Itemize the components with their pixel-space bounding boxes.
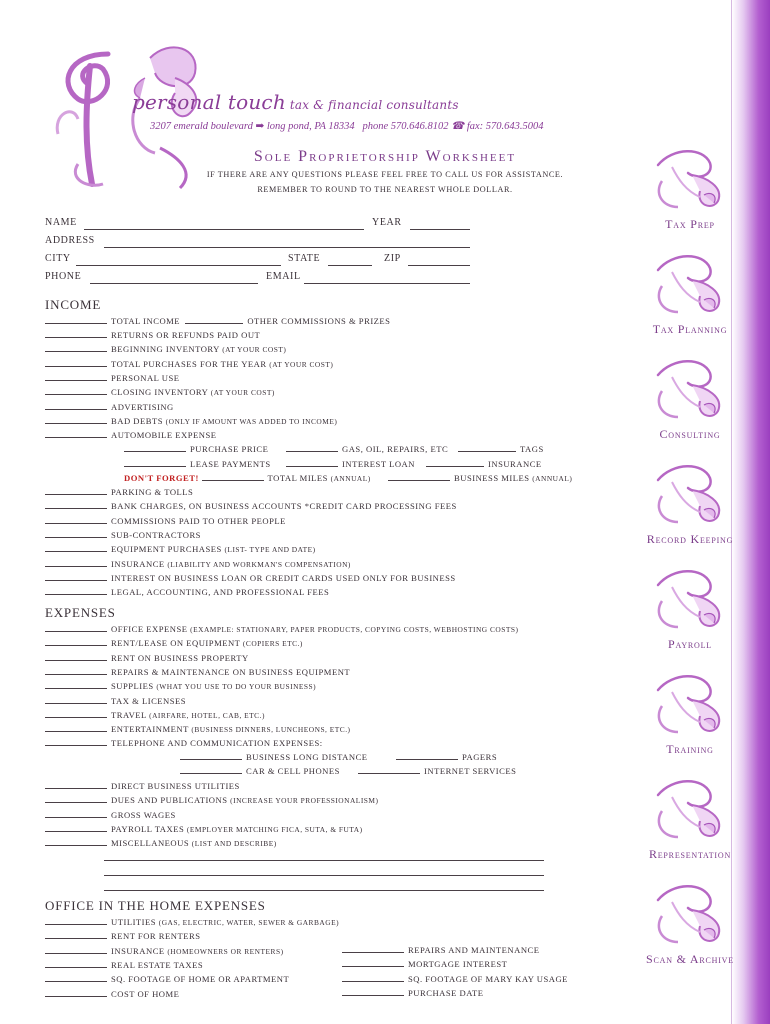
brand-name-text: personal touch: [132, 90, 286, 114]
expense-item-0-note: (EXAMPLE: STATIONARY, PAPER PRODUCTS, COPYING COSTS, WEBHOSTING COSTS): [190, 625, 519, 634]
service-6: [630, 775, 750, 862]
company-phone-fax: phone 570.646.8102 ☎ fax: 570.643.5004: [362, 121, 544, 132]
home-left-1-row: [45, 931, 201, 941]
expense-item2-4-row: [45, 838, 277, 848]
income-item2-1-field[interactable]: [45, 501, 107, 509]
income-item2-4-label: EQUIPMENT PURCHASES: [111, 544, 222, 555]
gas-oil-label: GAS, OIL, REPAIRS, ETC: [342, 444, 449, 454]
other-commissions-field[interactable]: [185, 316, 243, 324]
expense-item2-3-row: [45, 824, 363, 834]
email-field[interactable]: [304, 283, 470, 284]
expense-item2-1-note: (INCREASE YOUR PROFESSIONALISM): [230, 796, 379, 806]
income-item-2-row: [45, 359, 333, 369]
income-item-7-label: AUTOMOBILE EXPENSE: [111, 430, 217, 441]
misc-line-3[interactable]: [104, 890, 544, 891]
pagers-field[interactable]: [396, 752, 458, 760]
income-item2-3-field[interactable]: [45, 530, 107, 538]
email-label: EMAIL: [266, 271, 301, 282]
expense-item-0-row: [45, 624, 518, 634]
income-item2-0-row: [45, 487, 193, 497]
tags-label: TAGS: [520, 444, 544, 454]
income-item2-3-label: SUB-CONTRACTORS: [111, 529, 201, 540]
service-label: Record Keeping: [646, 532, 734, 546]
expense-item2-1-label: DUES AND PUBLICATIONS: [111, 795, 228, 806]
expense-item2-2-field[interactable]: [45, 810, 107, 818]
income-item2-2-label: COMMISSIONS PAID TO OTHER PEOPLE: [111, 515, 286, 526]
expense-item-0-field[interactable]: [45, 624, 107, 632]
expense-item-7-note: (BUSINESS DINNERS, LUNCHEONS, ETC.): [191, 725, 351, 735]
home-right-1-label: MORTGAGE INTEREST: [408, 959, 508, 970]
service-rose-icon: [630, 670, 750, 742]
long-distance-label: BUSINESS LONG DISTANCE: [246, 752, 368, 762]
city-field[interactable]: [76, 265, 281, 266]
auto-row-2: [124, 459, 271, 469]
service-rose-icon: [630, 775, 750, 847]
dont-forget-label: DON'T FORGET!: [124, 473, 199, 483]
auto-row-3: [124, 473, 371, 483]
home-right-1-field[interactable]: [342, 959, 404, 967]
address-label: ADDRESS: [45, 235, 95, 246]
subtitle-round: REMEMBER TO ROUND TO THE NEAREST WHOLE DOLLAR.: [257, 185, 513, 194]
expense-item2-0-row: [45, 781, 240, 791]
home-left-4-field[interactable]: [45, 974, 107, 982]
business-miles-label: BUSINESS MILES: [454, 473, 530, 483]
income-item-1-label: BEGINNING INVENTORY: [111, 344, 220, 355]
income-item2-4-field[interactable]: [45, 544, 107, 552]
income-item2-7-row: [45, 587, 329, 597]
expense-item-2-field[interactable]: [45, 653, 107, 661]
income-item-4-field[interactable]: [45, 387, 107, 395]
total-income-field[interactable]: [45, 316, 107, 324]
income-item-6-label: BAD DEBTS: [111, 415, 164, 426]
expense-item-2-row: [45, 653, 249, 663]
income-item-6-field[interactable]: [45, 416, 107, 424]
income-item-0-row: [45, 330, 260, 340]
income-item2-6-field[interactable]: [45, 573, 107, 581]
income-item2-5-row: [45, 559, 351, 569]
expense-item2-2-label: GROSS WAGES: [111, 809, 176, 820]
income-item-4-row: [45, 387, 275, 397]
pagers-label: PAGERS: [462, 752, 498, 762]
income-item-1-note: (AT YOUR COST): [222, 345, 287, 355]
name-field[interactable]: [84, 229, 364, 230]
auto-row-1b: [286, 444, 448, 454]
service-label: Scan & Archive: [646, 952, 734, 966]
home-office-heading: OFFICE IN THE HOME EXPENSES: [45, 898, 266, 913]
income-item-5-label: ADVERTISING: [111, 401, 174, 412]
home-right-0-row: [342, 945, 540, 955]
expense-item-6-label: TRAVEL: [111, 709, 147, 720]
expense-item-4-label: SUPPLIES: [111, 681, 154, 692]
expense-item2-0-label: DIRECT BUSINESS UTILITIES: [111, 781, 240, 791]
income-item2-2-row: [45, 516, 286, 526]
home-right-2-label: SQ. FOOTAGE OF MARY KAY USAGE: [408, 973, 568, 984]
year-field[interactable]: [410, 229, 470, 230]
expense-item-1-label: RENT/LEASE ON EQUIPMENT: [111, 638, 241, 649]
expense-item2-3-note: (EMPLOYER MATCHING FICA, SUTA, & FUTA): [186, 824, 363, 834]
home-right-0-field[interactable]: [342, 945, 404, 953]
brand-tagline: tax & financial consultants: [289, 98, 459, 112]
income-item2-1-label: BANK CHARGES, ON BUSINESS ACCOUNTS *CREDIT CARD PROCESSING FEES: [111, 501, 457, 512]
expenses-heading: EXPENSES: [45, 605, 116, 620]
interest-loan-label: INTEREST LOAN: [342, 459, 415, 469]
expense-item2-0-field[interactable]: [45, 781, 107, 789]
income-item-2-field[interactable]: [45, 359, 107, 367]
income-item-1-field[interactable]: [45, 344, 107, 352]
home-right-2-field[interactable]: [342, 974, 404, 982]
home-left-2-field[interactable]: [45, 946, 107, 954]
income-item-5-field[interactable]: [45, 402, 107, 410]
state-label: STATE: [288, 253, 321, 264]
income-item-0-label: RETURNS OR REFUNDS PAID OUT: [111, 330, 261, 340]
phone-label: PHONE: [45, 271, 82, 282]
expense-item-8-row: [45, 738, 323, 748]
income-item-1-row: [45, 344, 286, 354]
lease-payments-label: LEASE PAYMENTS: [190, 459, 271, 469]
zip-label: ZIP: [384, 253, 401, 264]
phone-row-2: [180, 766, 340, 776]
home-left-2-note: (HOMEOWNERS OR RENTERS): [167, 946, 284, 956]
expense-item-6-note: (AIRFARE, HOTEL, CAB, ETC.): [149, 710, 265, 720]
phone-row-1: [180, 752, 368, 762]
service-rose-icon: [630, 250, 750, 322]
car-cell-label: CAR & CELL PHONES: [246, 766, 340, 776]
home-left-0-field[interactable]: [45, 917, 107, 925]
long-distance-field[interactable]: [180, 752, 242, 760]
expense-item-4-field[interactable]: [45, 681, 107, 689]
insurance-auto-field[interactable]: [426, 459, 484, 467]
business-miles-annual: (ANNUAL): [532, 474, 573, 483]
home-right-3-row: [342, 988, 484, 998]
expense-item-5-row: [45, 696, 186, 706]
car-cell-field[interactable]: [180, 766, 242, 774]
service-label: Training: [666, 742, 714, 756]
income-item2-4-row: [45, 544, 316, 554]
expense-item-7-label: ENTERTAINMENT: [111, 724, 189, 735]
expense-item2-3-field[interactable]: [45, 824, 107, 832]
expense-item-5-label: TAX & LICENSES: [111, 695, 187, 706]
total-income-row: [45, 316, 390, 326]
purchase-price-field[interactable]: [124, 444, 186, 452]
income-item2-2-field[interactable]: [45, 516, 107, 524]
auto-row-1: [124, 444, 268, 454]
expense-item-0-label: OFFICE EXPENSE: [111, 624, 188, 634]
income-item2-7-field[interactable]: [45, 587, 107, 595]
expense-item2-2-row: [45, 810, 176, 820]
expense-item2-1-row: [45, 795, 378, 805]
insurance-auto-label: INSURANCE: [488, 459, 542, 469]
misc-line-2[interactable]: [104, 875, 544, 876]
phone-field[interactable]: [90, 283, 258, 284]
expense-item2-4-field[interactable]: [45, 838, 107, 846]
income-item-7-row: [45, 430, 217, 440]
income-item2-5-note: (LIABILITY AND WORKMAN'S COMPENSATION): [167, 559, 351, 569]
expense-item-6-field[interactable]: [45, 710, 107, 718]
income-item-3-row: [45, 373, 179, 383]
state-field[interactable]: [328, 265, 372, 266]
income-item-6-row: [45, 416, 337, 426]
home-right-0-label: REPAIRS AND MAINTENANCE: [408, 945, 540, 955]
total-miles-annual: (ANNUAL): [330, 474, 371, 483]
home-left-3-label: REAL ESTATE TAXES: [111, 959, 204, 970]
misc-line-1[interactable]: [104, 860, 544, 861]
income-item-0-field[interactable]: [45, 330, 107, 338]
expense-item-2-label: RENT ON BUSINESS PROPERTY: [111, 652, 249, 663]
service-2: [630, 355, 750, 442]
home-left-0-label: UTILITIES: [111, 917, 157, 927]
zip-field[interactable]: [408, 265, 470, 266]
service-label: Payroll: [668, 637, 712, 651]
home-left-1-label: RENT FOR RENTERS: [111, 931, 201, 942]
service-5: [630, 670, 750, 757]
income-item-3-label: PERSONAL USE: [111, 372, 180, 383]
home-left-5-field[interactable]: [45, 989, 107, 997]
auto-row-3b: [388, 473, 572, 483]
city-label: CITY: [45, 253, 71, 264]
income-heading: INCOME: [45, 297, 102, 312]
home-right-3-field[interactable]: [342, 988, 404, 996]
home-left-2-label: INSURANCE: [111, 945, 165, 956]
income-item-5-row: [45, 402, 174, 412]
interest-loan-field[interactable]: [286, 459, 338, 467]
service-1: [630, 250, 750, 337]
income-item-7-field[interactable]: [45, 430, 107, 438]
income-item-6-note: (ONLY IF AMOUNT WAS ADDED TO INCOME): [165, 416, 338, 426]
expense-item-3-label: REPAIRS & MAINTENANCE ON BUSINESS EQUIPMENT: [111, 666, 351, 677]
internet-label: INTERNET SERVICES: [424, 766, 517, 776]
page-title: Sole Proprietorship Worksheet: [253, 148, 517, 165]
home-left-3-row: [45, 960, 203, 970]
income-item2-3-row: [45, 530, 201, 540]
service-label: Tax Prep: [665, 217, 715, 231]
business-miles-field[interactable]: [388, 473, 450, 481]
year-label: YEAR: [372, 217, 402, 228]
income-item-2-label: TOTAL PURCHASES FOR THE YEAR: [111, 358, 267, 369]
expense-item-1-field[interactable]: [45, 638, 107, 646]
home-left-5-label: COST OF HOME: [111, 988, 180, 999]
service-0: [630, 145, 750, 232]
income-item-2-note: (AT YOUR COST): [269, 359, 334, 369]
income-item2-0-label: PARKING & TOLLS: [111, 487, 194, 497]
company-address: 3207 emerald boulevard ➡ long pond, PA 18334: [150, 121, 355, 132]
tags-field[interactable]: [458, 444, 516, 452]
income-item2-7-label: LEGAL, ACCOUNTING, AND PROFESSIONAL FEES: [111, 587, 330, 598]
gas-oil-field[interactable]: [286, 444, 338, 452]
expense-item-3-row: [45, 667, 350, 677]
home-right-3-label: PURCHASE DATE: [408, 987, 484, 998]
total-income-label: TOTAL INCOME: [111, 316, 181, 326]
name-label: NAME: [45, 217, 77, 228]
home-left-4-label: SQ. FOOTAGE OF HOME OR APARTMENT: [111, 974, 290, 985]
service-rose-icon: [630, 355, 750, 427]
auto-row-2c: [426, 459, 542, 469]
expense-item-8-label: TELEPHONE AND COMMUNICATION EXPENSES:: [111, 738, 323, 749]
expense-item2-4-label: MISCELLANEOUS: [111, 838, 190, 849]
service-3: [630, 460, 750, 547]
home-right-2-row: [342, 974, 568, 984]
service-7: [630, 880, 750, 967]
service-label: Tax Planning: [652, 322, 728, 336]
expense-item2-3-label: PAYROLL TAXES: [111, 823, 185, 834]
total-miles-label: TOTAL MILES: [267, 473, 328, 483]
internet-field[interactable]: [358, 766, 420, 774]
income-item2-0-field[interactable]: [45, 487, 107, 495]
home-right-1-row: [342, 959, 507, 969]
service-rose-icon: [630, 145, 750, 217]
expense-item-8-field[interactable]: [45, 738, 107, 746]
income-item-4-label: CLOSING INVENTORY: [111, 387, 209, 398]
subtitle-questions: IF THERE ARE ANY QUESTIONS PLEASE FEEL FREE TO CALL US FOR ASSISTANCE.: [206, 170, 564, 179]
service-rose-icon: [630, 460, 750, 532]
other-commissions-label: OTHER COMMISSIONS & PRIZES: [247, 316, 391, 326]
home-left-1-field[interactable]: [45, 931, 107, 939]
home-left-5-row: [45, 989, 179, 999]
expense-item-4-row: [45, 681, 316, 691]
auto-row-1c: [458, 444, 544, 454]
expense-item2-1-field[interactable]: [45, 795, 107, 803]
home-left-2-row: [45, 946, 284, 956]
phone-row-2b: [358, 766, 516, 776]
income-item-4-note: (AT YOUR COST): [210, 388, 275, 398]
income-item-3-field[interactable]: [45, 373, 107, 381]
home-left-4-row: [45, 974, 289, 984]
income-item2-6-row: [45, 573, 456, 583]
income-item2-5-label: INSURANCE: [111, 558, 165, 569]
address-field[interactable]: [104, 247, 470, 248]
expense-item-5-field[interactable]: [45, 696, 107, 704]
service-label: Representation: [648, 847, 732, 861]
auto-row-2b: [286, 459, 415, 469]
expense-item-7-field[interactable]: [45, 724, 107, 732]
expense-item-7-row: [45, 724, 351, 734]
expense-item2-4-note: (LIST AND DESCRIBE): [191, 839, 277, 849]
home-left-3-field[interactable]: [45, 960, 107, 968]
expense-item-1-note: (COPIERS ETC.): [242, 639, 303, 649]
expense-item-6-row: [45, 710, 265, 720]
brand-name: [132, 90, 459, 114]
expense-item-4-note: (WHAT YOU USE TO DO YOUR BUSINESS): [156, 682, 317, 692]
home-left-0-note: (GAS, ELECTRIC, WATER, SEWER & GARBAGE): [158, 918, 340, 927]
service-rose-icon: [630, 880, 750, 952]
total-miles-field[interactable]: [202, 473, 264, 481]
purchase-price-label: PURCHASE PRICE: [190, 444, 269, 454]
income-item2-1-row: [45, 501, 457, 511]
expense-item-1-row: [45, 638, 303, 648]
phone-row-1b: [396, 752, 497, 762]
income-item2-5-field[interactable]: [45, 559, 107, 567]
service-label: Consulting: [659, 427, 721, 441]
expense-item-3-field[interactable]: [45, 667, 107, 675]
home-left-0-row: [45, 917, 339, 927]
income-item2-6-label: INTEREST ON BUSINESS LOAN OR CREDIT CARDS USED ONLY FOR BUSINESS: [111, 572, 456, 583]
lease-payments-field[interactable]: [124, 459, 186, 467]
income-item2-4-note: (LIST- TYPE AND DATE): [224, 545, 316, 555]
service-4: [630, 565, 750, 652]
address-line: [150, 120, 544, 132]
service-rose-icon: [630, 565, 750, 637]
